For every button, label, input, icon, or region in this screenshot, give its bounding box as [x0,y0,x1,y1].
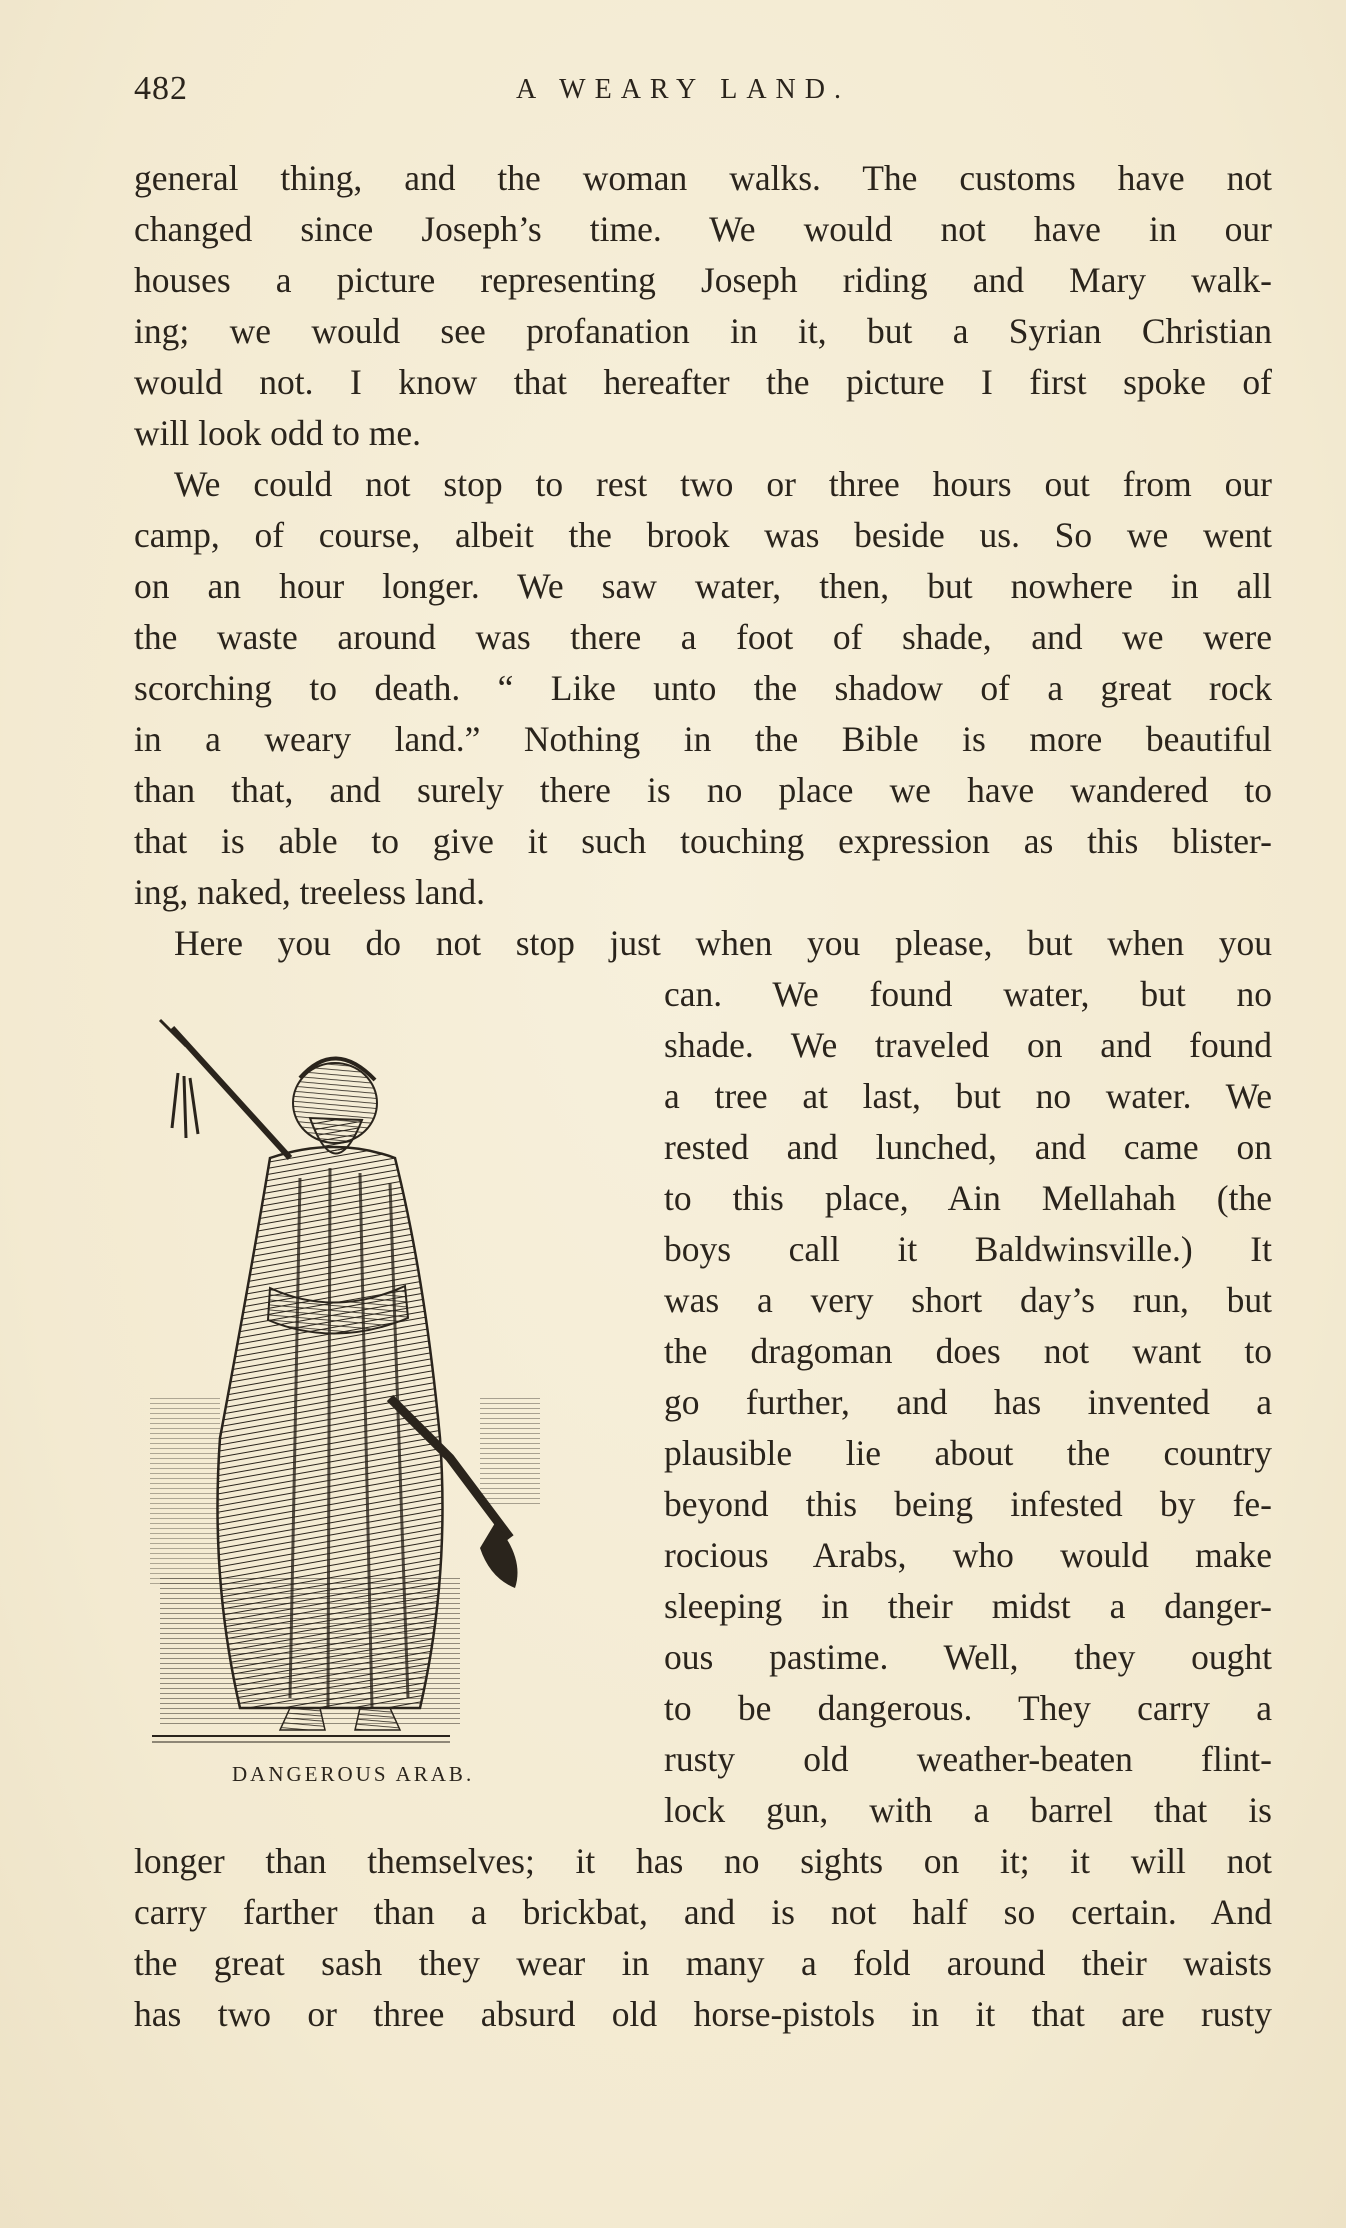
text-line: a tree at last, but no water. We [664,1076,1272,1116]
text-line: the dragoman does not want to [664,1331,1272,1371]
text-line: to this place, Ain Mellahah (the [664,1178,1272,1218]
text-line: Here you do not stop just when you please, but when you [174,923,1272,963]
text-line: rusty old weather-beaten flint- [664,1739,1272,1779]
page-header [134,70,1274,120]
text-line: scorching to death. “ Like unto the shadow of a great rock [134,668,1272,708]
running-title: A WEARY LAND. [516,74,850,105]
text-line: the waste around was there a foot of shade, and we were [134,617,1272,657]
text-line: that is able to give it such touching expression as this blister- [134,821,1272,861]
text-line: rocious Arabs, who would make [664,1535,1272,1575]
text-line: was a very short day’s run, but [664,1280,1272,1320]
text-line: We could not stop to rest two or three hours out from our [174,464,1272,504]
text-line: in a weary land.” Nothing in the Bible is more beautiful [134,719,1272,759]
page-number: 482 [134,70,188,107]
text-line: changed since Joseph’s time. We would not have in our [134,209,1272,249]
arab-figure-illustration [150,1018,580,1758]
text-line: shade. We traveled on and found [664,1025,1272,1065]
text-line: general thing, and the woman walks. The customs have not [134,158,1272,198]
text-line: plausible lie about the country [664,1433,1272,1473]
text-line: can. We found water, but no [664,974,1272,1014]
text-line: ing, naked, treeless land. [134,872,485,912]
text-line: ous pastime. Well, they ought [664,1637,1272,1677]
text-line: rested and lunched, and came on [664,1127,1272,1167]
text-line: lock gun, with a barrel that is [664,1790,1272,1830]
text-line: sleeping in their midst a danger- [664,1586,1272,1626]
text-line: ing; we would see profanation in it, but a Syrian Christian [134,311,1272,351]
text-line: on an hour longer. We saw water, then, but nowhere in all [134,566,1272,606]
text-line: to be dangerous. They carry a [664,1688,1272,1728]
text-line: beyond this being infested by fe- [664,1484,1272,1524]
engraving-dangerous-arab [150,1018,580,1758]
text-line: will look odd to me. [134,413,421,453]
text-line: would not. I know that hereafter the picture I first spoke of [134,362,1272,402]
text-line: has two or three absurd old horse-pistols in it that are rusty [134,1994,1272,2034]
text-line: boys call it Baldwinsville.) It [664,1229,1272,1269]
text-line: than that, and surely there is no place we have wandered to [134,770,1272,810]
figure-caption: DANGEROUS ARAB. [232,1762,475,1786]
text-line: houses a picture representing Joseph riding and Mary walk- [134,260,1272,300]
text-line: the great sash they wear in many a fold around their waists [134,1943,1272,1983]
text-line: longer than themselves; it has no sights on it; it will not [134,1841,1272,1881]
text-line: carry farther than a brickbat, and is not half so certain. And [134,1892,1272,1932]
text-line: camp, of course, albeit the brook was beside us. So we went [134,515,1272,555]
text-line: go further, and has invented a [664,1382,1272,1422]
